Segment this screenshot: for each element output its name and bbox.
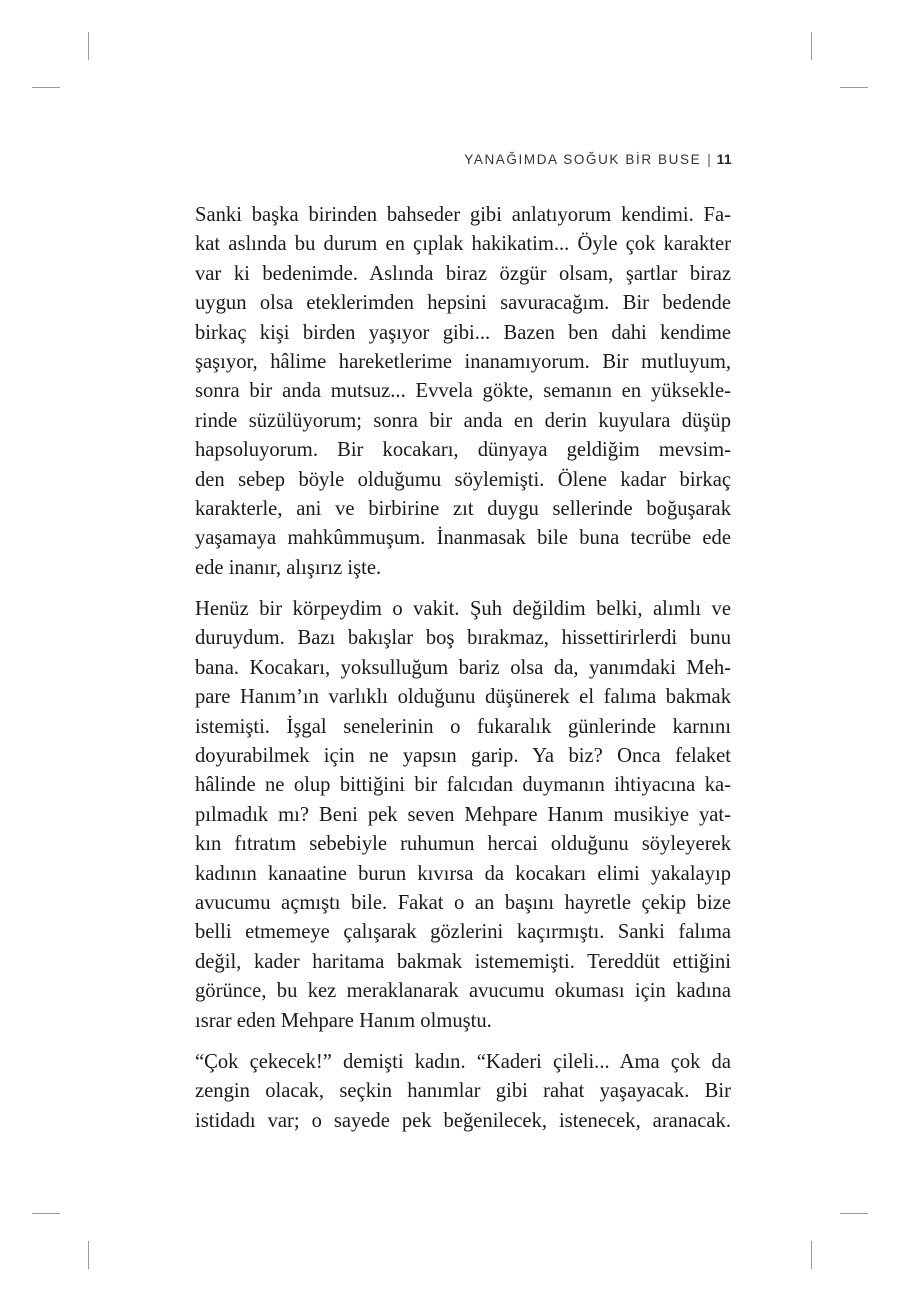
text-line: belli etmemeye çalışarak gözlerini kaçırmıştı. Sanki falıma [195,921,731,944]
text-line: istemişti. İşgal senelerinin o fukaralık günlerinde karnını [195,715,731,738]
text-line: “Çok çekecek!” demişti kadın. “Kaderi çileli... Ama çok da [195,1050,731,1073]
text-line: den sebep böyle olduğumu söylemişti. Ölene kadar birkaç [195,468,731,491]
text-line: kadının kanaatine burun kıvırsa da kocakarı elimi yakalayıp [195,862,731,885]
text-line: avucumu açmıştı bile. Fakat o an başını hayretle çekip bize [195,891,731,914]
paragraph [195,595,731,1036]
crop-mark-bottom-right-vertical [811,1241,812,1269]
paragraph [195,1048,731,1136]
text-line: pare Hanım’ın varlıklı olduğunu düşünerek el falıma bakmak [195,686,731,709]
crop-mark-bottom-right-horizontal [840,1213,868,1214]
text-line: hâlinde ne olup bittiğini bir falcıdan duymanın ihtiyacına ka- [195,774,731,797]
text-line: Sanki başka birinden bahseder gibi anlatıyorum kendimi. Fa- [195,204,731,226]
page-number: 11 [716,152,732,167]
text-line: var ki bedenimde. Aslında biraz özgür olsam, şartlar biraz [195,262,731,285]
text-line: doyurabilmek için ne yapsın garip. Ya biz? Onca felaket [195,745,731,768]
text-line: yaşamaya mahkûmmuşum. İnanmasak bile buna tecrübe ede [195,527,731,550]
crop-mark-top-right-vertical [811,32,812,60]
crop-mark-bottom-left-horizontal [32,1213,60,1214]
running-head-book-title: YANAĞIMDA SOĞUK BİR BUSE [464,152,702,167]
text-line: görünce, bu kez meraklanarak avucumu okuması için kadına [195,980,731,1003]
text-line: istidadı var; o sayede pek beğenilecek, istenecek, aranacak. [195,1109,731,1132]
body-text [195,201,731,1148]
running-head-separator: | [707,152,711,167]
text-line: kın fıtratım sebebiyle ruhumun hercai olduğunu söyleyerek [195,833,731,856]
text-line: kat aslında bu durum en çıplak hakikatim... Öyle çok karakter [195,233,731,256]
text-line: rinde süzülüyorum; sonra bir anda en derin kuyulara düşüp [195,409,731,432]
text-line: sonra bir anda mutsuz... Evvela gökte, semanın en yüksekle- [195,380,731,403]
text-line: karakterle, ani ve birbirine zıt duygu sellerinde boğuşarak [195,497,731,520]
paragraph [195,201,731,583]
text-line: hapsoluyorum. Bir kocakarı, dünyaya geldiğim mevsim- [195,439,731,462]
text-line: uygun olsa eteklerimden hepsini savuracağım. Bir bedende [195,292,731,315]
text-line: ısrar eden Mehpare Hanım olmuştu. [195,1009,492,1032]
text-line: pılmadık mı? Beni pek seven Mehpare Hanım musikiye yat- [195,803,731,826]
text-line: zengin olacak, seçkin hanımlar gibi rahat yaşayacak. Bir [195,1080,731,1103]
crop-mark-top-right-horizontal [840,87,868,88]
text-line: değil, kader haritama bakmak istememişti. Tereddüt ettiğini [195,950,731,973]
text-line: bana. Kocakarı, yoksulluğum bariz olsa da, yanımdaki Meh- [195,656,731,679]
text-line: duruydum. Bazı bakışlar boş bırakmaz, hissettirirlerdi bunu [195,627,731,650]
crop-mark-bottom-left-vertical [88,1241,89,1269]
text-line: birkaç kişi birden yaşıyor gibi... Bazen ben dahi kendime [195,321,731,344]
crop-mark-top-left-vertical [88,32,89,60]
text-line: şaşıyor, hâlime hareketlerime inanamıyorum. Bir mutluyum, [195,350,731,373]
text-line: Henüz bir körpeydim o vakit. Şuh değildim belki, alımlı ve [195,598,731,621]
crop-mark-top-left-horizontal [32,87,60,88]
running-head [464,152,732,167]
text-line: ede inanır, alışırız işte. [195,556,382,579]
